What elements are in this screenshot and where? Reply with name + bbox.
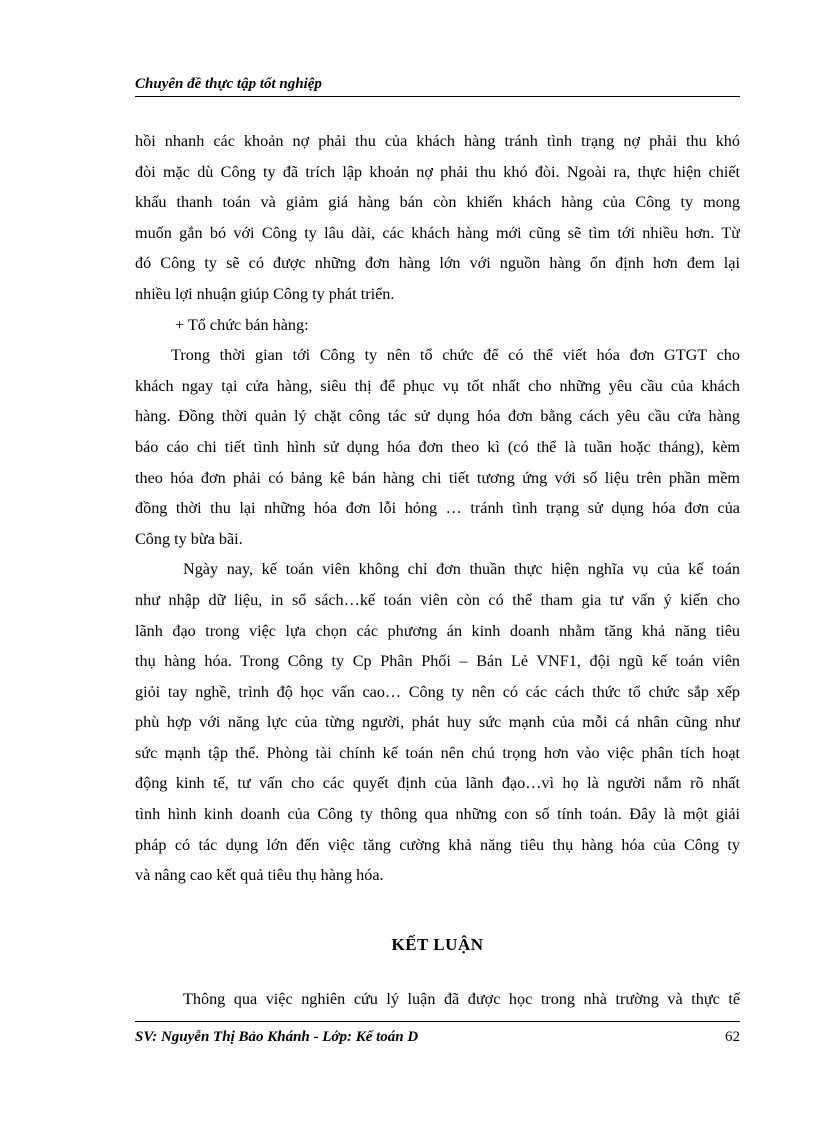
text-line: đồng thời thu lại những hóa đơn lỗi hỏng … tránh tình trạng sử dụng hóa đơn của [135,499,740,518]
header-title: Chuyên đề thực tập tốt nghiệp [135,76,322,92]
text-line: khách ngay tại cửa hàng, siêu thị để phục vụ tốt nhất cho những yêu cầu của khách [135,376,740,395]
text-line: và nâng cao kết quả tiêu thụ hàng hóa. [135,866,384,885]
text-line: khấu thanh toán và giảm giá hàng bán còn khiến khách hàng của Công ty mong [135,193,740,212]
footer-divider [135,1021,740,1022]
text-line: muốn gắn bó với Công ty lâu dài, các khách hàng mới cũng sẽ tìm tới nhiều hơn. Từ [135,223,740,242]
text-line: pháp có tác dụng lớn đến việc tăng cường khả năng tiêu thụ hàng hóa của Công ty [135,835,740,854]
page-number: 62 [725,1029,740,1045]
text-line: Công ty bừa bãi. [135,529,243,548]
footer-author: SV: Nguyễn Thị Bảo Khánh - Lớp: Kế toán D [135,1029,419,1045]
text-line: Ngày nay, kế toán viên không chỉ đơn thuần thực hiện nghĩa vụ của kế toán [183,560,740,579]
text-line: thụ hàng hóa. Trong Công ty Cp Phân Phối – Bán Lẻ VNF1, đội ngũ kế toán viên [135,652,740,671]
text-line: tình hình kinh doanh của Công ty thông qua những con số tính toán. Đây là một giải [135,805,740,824]
text-line: Thông qua việc nghiên cứu lý luận đã được học trong nhà trường và thực tế [183,990,740,1008]
text-line: sức mạnh tập thể. Phòng tài chính kế toán nên chú trọng hơn vào việc phân tích hoạt [135,743,740,762]
text-line: hồi nhanh các khoản nợ phải thu của khách hàng tránh tình trạng nợ phải thu khó [135,132,740,150]
text-line: đòi mặc dù Công ty đã trích lập khoản nợ phải thu khó đòi. Ngoài ra, thực hiện chiết [135,162,740,181]
conclusion-paragraph [135,984,740,1015]
text-line: giỏi tay nghề, trình độ học vấn cao… Công ty nên có các cách thức tổ chức sắp xếp [135,682,740,701]
text-line: lãnh đạo trong việc lựa chọn các phương án kinh doanh nhằm tăng khả năng tiêu [135,621,740,640]
page-footer [135,1026,740,1048]
page-header [135,74,740,94]
text-line: như nhập dữ liệu, in sổ sách…kế toán viên còn có thể tham gia tư vấn ý kiến cho [135,590,740,609]
text-line: động kinh tế, tư vấn cho các quyết định của lãnh đạo…vì họ là người nắm rõ nhất [135,774,740,793]
text-line: Trong thời gian tới Công ty nên tổ chức để có thể viết hóa đơn GTGT cho [171,346,740,365]
body-text [135,126,740,891]
text-line: đó Công ty sẽ có được những đơn hàng lớn với nguồn hàng ổn định hơn đem lại [135,254,740,273]
header-divider [135,96,740,97]
conclusion-heading: KẾT LUẬN [391,935,484,954]
text-line: phù hợp với năng lực của từng người, phát huy sức mạnh của mỗi cá nhân cũng như [135,713,740,732]
text-line: nhiều lợi nhuận giúp Công ty phát triển. [135,284,395,303]
text-line: hàng. Đồng thời quản lý chặt công tác sử dụng hóa đơn bằng cách yêu cầu cửa hàng [135,407,740,426]
text-line: + Tổ chức bán hàng: [175,315,309,334]
text-line: theo hóa đơn phải có bảng kê bán hàng chi tiết tương ứng với số liệu trên phần mềm [135,468,740,487]
text-line: báo cáo chi tiết tình hình sử dụng hóa đơn theo kì (có thể là tuần hoặc tháng), kèm [135,437,740,456]
